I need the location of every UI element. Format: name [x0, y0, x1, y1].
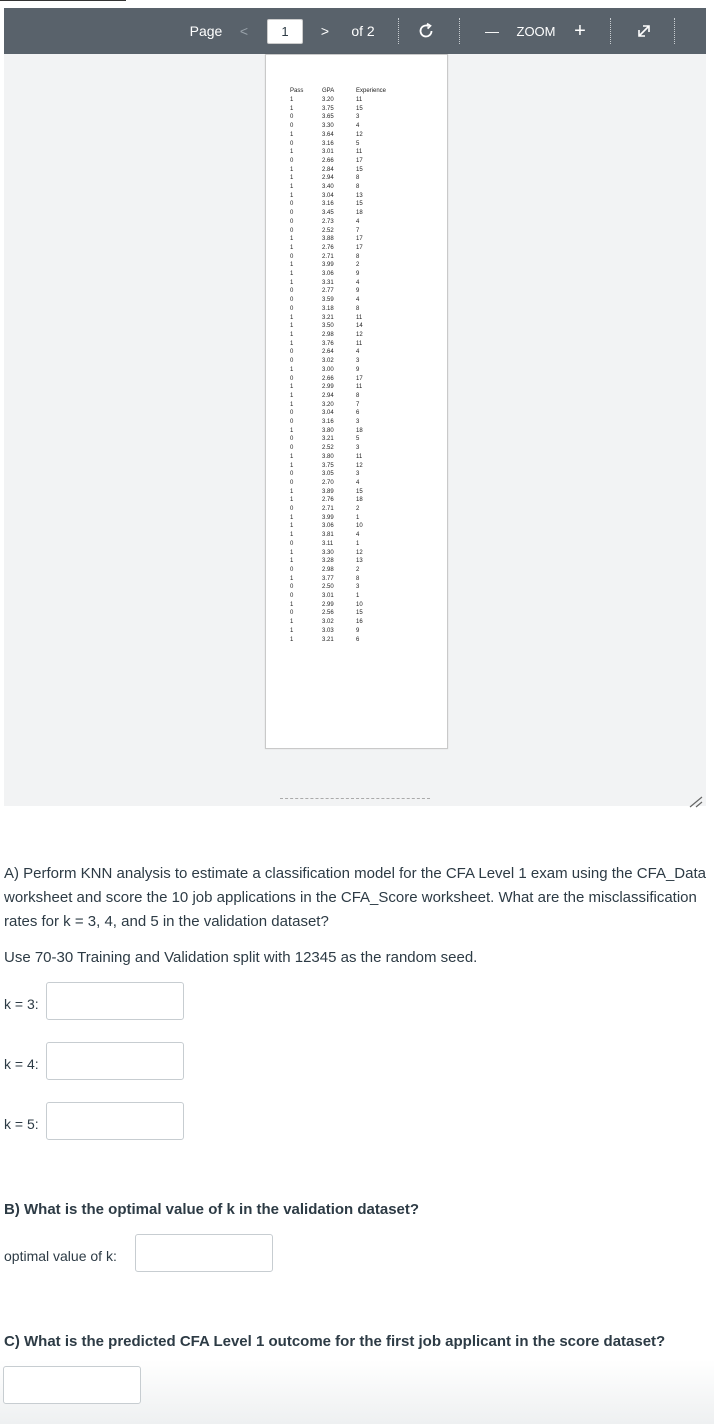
k4-input[interactable]	[46, 1042, 184, 1080]
cell-gpa: 3.76	[322, 340, 334, 347]
page-count: of 2	[351, 23, 375, 39]
plus-icon[interactable]: +	[574, 19, 586, 42]
cell-pass: 1	[290, 184, 294, 191]
question-a-text: A) Perform KNN analysis to estimate a classification model for the CFA Level 1 exam using the CFA_Data worksheet and score the 10 job applications in the CFA_Score worksheet. What are the misclassification rates for k = 3, 4, and 5 in the validation dataset?	[4, 865, 706, 930]
table-row	[290, 105, 396, 114]
cell-experience: 13	[356, 192, 363, 199]
table-row	[290, 218, 396, 227]
cell-gpa: 3.81	[322, 532, 334, 539]
cell-experience: 6	[356, 410, 360, 417]
table-row	[290, 392, 396, 401]
cell-pass: 0	[290, 140, 294, 147]
cell-experience: 1	[356, 593, 360, 600]
cell-gpa: 3.21	[322, 314, 334, 321]
cell-pass: 0	[290, 123, 294, 130]
cell-pass: 1	[290, 497, 294, 504]
table-row	[290, 140, 396, 149]
cell-experience: 15	[356, 201, 363, 208]
expand-icon[interactable]	[630, 8, 658, 54]
cell-experience: 11	[356, 97, 363, 103]
cell-pass: 1	[290, 601, 294, 608]
cell-gpa: 3.02	[322, 358, 334, 365]
chevron-right-icon[interactable]: >	[320, 23, 330, 39]
cell-gpa: 3.40	[322, 184, 334, 191]
page-number-input[interactable]: 1	[267, 19, 303, 44]
table-row	[290, 357, 396, 366]
table-row	[290, 444, 396, 453]
cell-pass: 0	[290, 593, 294, 600]
table-row	[290, 383, 396, 392]
cell-gpa: 3.99	[322, 514, 334, 521]
table-row	[290, 609, 396, 618]
cell-experience: 3	[356, 445, 360, 452]
table-row	[290, 131, 396, 140]
cell-pass: 0	[290, 253, 294, 260]
cell-pass: 0	[290, 227, 294, 234]
cell-gpa: 3.28	[322, 558, 334, 565]
rotate-icon[interactable]	[412, 8, 440, 54]
cell-experience: 14	[356, 323, 363, 330]
cell-pass: 1	[290, 366, 294, 373]
pdf-page[interactable]	[265, 54, 448, 749]
data-table	[290, 87, 396, 644]
table-row	[290, 618, 396, 627]
cell-experience: 17	[356, 244, 363, 251]
top-rule	[0, 0, 126, 1]
cell-pass: 1	[290, 192, 294, 199]
cell-pass: 1	[290, 175, 294, 182]
cell-experience: 9	[356, 271, 360, 278]
header-gpa: GPA	[322, 88, 335, 95]
cell-pass: 0	[290, 584, 294, 591]
cell-experience: 15	[356, 610, 363, 617]
cell-pass: 0	[290, 157, 294, 164]
table-row	[290, 479, 396, 488]
table-row	[290, 253, 396, 262]
document-viewer	[4, 8, 706, 806]
table-row	[290, 409, 396, 418]
table-header-row	[290, 87, 396, 96]
cell-gpa: 2.64	[322, 349, 334, 356]
toolbar-divider	[674, 18, 675, 44]
cell-experience: 3	[356, 471, 360, 478]
table-row	[290, 322, 396, 331]
table-row	[290, 287, 396, 296]
cell-gpa: 3.20	[322, 401, 334, 408]
cell-gpa: 2.71	[322, 506, 334, 513]
cell-pass: 0	[290, 479, 294, 486]
table-row	[290, 488, 396, 497]
cell-pass: 0	[290, 436, 294, 443]
optimal-k-input[interactable]	[135, 1234, 273, 1272]
k3-input[interactable]	[46, 982, 184, 1020]
cell-experience: 4	[356, 532, 360, 539]
cell-pass: 0	[290, 218, 294, 225]
cell-gpa: 3.18	[322, 305, 334, 312]
question-a-note: Use 70-30 Training and Validation split with 12345 as the random seed.	[4, 949, 478, 966]
table-row	[290, 279, 396, 288]
cell-experience: 11	[356, 149, 363, 156]
cell-gpa: 3.16	[322, 419, 334, 426]
table-row	[290, 627, 396, 636]
cell-gpa: 3.20	[322, 97, 334, 103]
cell-gpa: 3.99	[322, 262, 334, 269]
table-row	[290, 505, 396, 514]
cell-pass: 1	[290, 236, 294, 243]
cell-gpa: 3.89	[322, 488, 334, 495]
table-row	[290, 462, 396, 471]
table-row	[290, 540, 396, 549]
cell-gpa: 3.21	[322, 636, 334, 643]
table-row	[290, 122, 396, 131]
predicted-outcome-input[interactable]	[3, 1366, 141, 1404]
cell-experience: 12	[356, 549, 363, 556]
cell-experience: 11	[356, 384, 363, 391]
cell-experience: 6	[356, 636, 360, 643]
cell-pass: 1	[290, 97, 294, 103]
k5-label: k = 5:	[4, 1116, 39, 1132]
cell-pass: 0	[290, 201, 294, 208]
cell-experience: 9	[356, 366, 360, 373]
cell-gpa: 3.01	[322, 149, 334, 156]
cell-experience: 4	[356, 218, 360, 225]
cell-gpa: 2.70	[322, 479, 334, 486]
cell-gpa: 2.94	[322, 175, 334, 182]
table-row	[290, 531, 396, 540]
table-row	[290, 427, 396, 436]
cell-gpa: 3.31	[322, 279, 334, 286]
cell-pass: 1	[290, 331, 294, 338]
cell-experience: 4	[356, 479, 360, 486]
resize-handle-icon[interactable]	[688, 796, 704, 808]
cell-pass: 0	[290, 566, 294, 573]
cell-pass: 0	[290, 506, 294, 513]
toolbar-divider	[610, 18, 611, 44]
table-row	[290, 636, 396, 645]
cell-experience: 17	[356, 375, 363, 382]
table-row	[290, 166, 396, 175]
cell-experience: 7	[356, 227, 360, 234]
cell-gpa: 2.66	[322, 375, 334, 382]
cell-pass: 1	[290, 627, 294, 634]
cell-gpa: 2.52	[322, 227, 334, 234]
cell-experience: 2	[356, 262, 360, 269]
cell-gpa: 2.94	[322, 392, 334, 399]
cell-gpa: 3.75	[322, 462, 334, 469]
zoom-label: ZOOM	[516, 23, 556, 39]
cell-experience: 12	[356, 331, 363, 338]
rotate-icon-svg	[416, 21, 436, 41]
table-row	[290, 470, 396, 479]
cell-pass: 1	[290, 392, 294, 399]
cell-pass: 1	[290, 166, 294, 173]
question-c-text: C) What is the predicted CFA Level 1 outcome for the first job applicant in the score dataset?	[4, 1333, 666, 1350]
cell-pass: 1	[290, 244, 294, 251]
cell-pass: 1	[290, 619, 294, 626]
minus-icon[interactable]: —	[485, 23, 499, 39]
cell-experience: 1	[356, 540, 360, 547]
cell-experience: 4	[356, 279, 360, 286]
cell-gpa: 3.75	[322, 105, 334, 112]
cell-gpa: 2.76	[322, 497, 334, 504]
cell-experience: 2	[356, 506, 360, 513]
cell-gpa: 3.45	[322, 210, 334, 217]
cell-pass: 1	[290, 575, 294, 582]
cell-gpa: 3.21	[322, 436, 334, 443]
table-row	[290, 418, 396, 427]
cell-pass: 0	[290, 349, 294, 356]
cell-gpa: 3.50	[322, 323, 334, 330]
cell-experience: 4	[356, 123, 360, 130]
cell-experience: 8	[356, 175, 360, 182]
cell-gpa: 3.06	[322, 523, 334, 530]
cell-experience: 5	[356, 436, 360, 443]
cell-experience: 8	[356, 184, 360, 191]
cell-experience: 8	[356, 253, 360, 260]
page-label: Page	[189, 23, 223, 39]
cell-gpa: 2.73	[322, 218, 334, 225]
table-row	[290, 366, 396, 375]
cell-pass: 0	[290, 210, 294, 217]
cell-pass: 1	[290, 401, 294, 408]
table-row	[290, 522, 396, 531]
cell-gpa: 2.66	[322, 157, 334, 164]
table-row	[290, 514, 396, 523]
table-row	[290, 601, 396, 610]
cell-experience: 1	[356, 514, 360, 521]
table-row	[290, 244, 396, 253]
cell-experience: 8	[356, 575, 360, 582]
cell-experience: 3	[356, 114, 360, 121]
cell-experience: 9	[356, 288, 360, 295]
cell-gpa: 3.64	[322, 131, 334, 138]
cell-pass: 0	[290, 610, 294, 617]
viewer-toolbar	[4, 8, 706, 54]
cell-experience: 12	[356, 462, 363, 469]
cell-pass: 1	[290, 453, 294, 460]
k4-label: k = 4:	[4, 1056, 39, 1072]
cell-experience: 7	[356, 401, 360, 408]
cell-pass: 1	[290, 532, 294, 539]
cell-pass: 1	[290, 558, 294, 565]
optimal-k-label: optimal value of k:	[4, 1248, 117, 1264]
cell-pass: 0	[290, 358, 294, 365]
cell-pass: 1	[290, 279, 294, 286]
cell-pass: 1	[290, 514, 294, 521]
table-row	[290, 566, 396, 575]
cell-gpa: 2.99	[322, 384, 334, 391]
header-pass: Pass	[290, 88, 304, 95]
cell-pass: 0	[290, 410, 294, 417]
cell-gpa: 3.11	[322, 540, 334, 547]
cell-pass: 1	[290, 549, 294, 556]
k5-input[interactable]	[46, 1102, 184, 1140]
page-divider	[280, 798, 430, 799]
table-row	[290, 453, 396, 462]
cell-pass: 1	[290, 149, 294, 156]
cell-pass: 0	[290, 540, 294, 547]
table-row	[290, 583, 396, 592]
cell-experience: 5	[356, 140, 360, 147]
cell-gpa: 2.98	[322, 331, 334, 338]
table-row	[290, 157, 396, 166]
table-row	[290, 235, 396, 244]
cell-gpa: 2.71	[322, 253, 334, 260]
cell-gpa: 3.30	[322, 123, 334, 130]
cell-experience: 4	[356, 349, 360, 356]
cell-experience: 4	[356, 297, 360, 304]
cell-experience: 18	[356, 497, 363, 504]
table-row	[290, 549, 396, 558]
cell-experience: 15	[356, 166, 363, 173]
cell-experience: 11	[356, 314, 363, 321]
table-row	[290, 305, 396, 314]
table-row	[290, 296, 396, 305]
cell-experience: 11	[356, 453, 363, 460]
cell-pass: 1	[290, 488, 294, 495]
table-row	[290, 435, 396, 444]
chevron-left-icon[interactable]: <	[239, 23, 249, 39]
cell-pass: 1	[290, 523, 294, 530]
cell-gpa: 3.80	[322, 453, 334, 460]
cell-pass: 0	[290, 375, 294, 382]
cell-pass: 0	[290, 297, 294, 304]
cell-gpa: 2.76	[322, 244, 334, 251]
expand-icon-svg	[635, 22, 653, 40]
cell-experience: 10	[356, 523, 363, 530]
cell-experience: 17	[356, 157, 363, 164]
header-experience: Experience	[356, 88, 387, 95]
table-row	[290, 270, 396, 279]
table-row	[290, 348, 396, 357]
cell-gpa: 3.06	[322, 271, 334, 278]
cell-gpa: 3.65	[322, 114, 334, 121]
cell-gpa: 3.88	[322, 236, 334, 243]
table-row	[290, 174, 396, 183]
cell-pass: 1	[290, 262, 294, 269]
cell-gpa: 3.16	[322, 140, 334, 147]
table-body	[290, 96, 396, 644]
cell-pass: 0	[290, 114, 294, 121]
cell-gpa: 2.56	[322, 610, 334, 617]
cell-pass: 1	[290, 314, 294, 321]
cell-pass: 1	[290, 131, 294, 138]
table-row	[290, 227, 396, 236]
table-row	[290, 148, 396, 157]
cell-gpa: 3.01	[322, 593, 334, 600]
cell-pass: 0	[290, 445, 294, 452]
cell-pass: 1	[290, 462, 294, 469]
cell-gpa: 3.30	[322, 549, 334, 556]
table-row	[290, 96, 396, 105]
toolbar-divider	[459, 18, 460, 44]
cell-gpa: 2.52	[322, 445, 334, 452]
table-row	[290, 183, 396, 192]
cell-pass: 1	[290, 427, 294, 434]
table-row	[290, 261, 396, 270]
cell-pass: 1	[290, 271, 294, 278]
cell-pass: 1	[290, 636, 294, 643]
cell-experience: 2	[356, 566, 360, 573]
table-row	[290, 401, 396, 410]
cell-gpa: 3.04	[322, 192, 334, 199]
table-row	[290, 209, 396, 218]
cell-experience: 11	[356, 340, 363, 347]
cell-experience: 18	[356, 427, 363, 434]
cell-experience: 9	[356, 627, 360, 634]
table-row	[290, 592, 396, 601]
table-row	[290, 575, 396, 584]
table-row	[290, 200, 396, 209]
cell-gpa: 3.03	[322, 627, 334, 634]
cell-experience: 10	[356, 601, 363, 608]
cell-gpa: 2.77	[322, 288, 334, 295]
table-row	[290, 314, 396, 323]
cell-pass: 0	[290, 419, 294, 426]
cell-experience: 3	[356, 584, 360, 591]
table-row	[290, 331, 396, 340]
table-row	[290, 496, 396, 505]
cell-experience: 18	[356, 210, 363, 217]
cell-gpa: 2.98	[322, 566, 334, 573]
cell-gpa: 3.16	[322, 201, 334, 208]
cell-experience: 3	[356, 358, 360, 365]
cell-pass: 0	[290, 288, 294, 295]
cell-pass: 0	[290, 471, 294, 478]
cell-experience: 17	[356, 236, 363, 243]
cell-gpa: 3.59	[322, 297, 334, 304]
cell-experience: 15	[356, 488, 363, 495]
cell-experience: 16	[356, 619, 363, 626]
cell-experience: 3	[356, 419, 360, 426]
cell-experience: 8	[356, 392, 360, 399]
cell-pass: 0	[290, 305, 294, 312]
table-row	[290, 113, 396, 122]
cell-gpa: 3.77	[322, 575, 334, 582]
table-row	[290, 375, 396, 384]
cell-gpa: 3.04	[322, 410, 334, 417]
cell-experience: 13	[356, 558, 363, 565]
table-row	[290, 192, 396, 201]
cell-gpa: 3.05	[322, 471, 334, 478]
cell-gpa: 2.99	[322, 601, 334, 608]
cell-pass: 1	[290, 340, 294, 347]
cell-gpa: 2.50	[322, 584, 334, 591]
cell-pass: 1	[290, 384, 294, 391]
cell-gpa: 3.00	[322, 366, 334, 373]
cell-gpa: 3.02	[322, 619, 334, 626]
cell-experience: 8	[356, 305, 360, 312]
cell-pass: 1	[290, 323, 294, 330]
question-b-text: B) What is the optimal value of k in the validation dataset?	[4, 1201, 420, 1218]
cell-gpa: 3.80	[322, 427, 334, 434]
cell-experience: 15	[356, 105, 363, 112]
k3-label: k = 3:	[4, 996, 39, 1012]
cell-experience: 12	[356, 131, 363, 138]
table-row	[290, 557, 396, 566]
cell-gpa: 2.84	[322, 166, 334, 173]
table-row	[290, 340, 396, 349]
toolbar-divider	[398, 18, 399, 44]
cell-pass: 1	[290, 105, 294, 112]
